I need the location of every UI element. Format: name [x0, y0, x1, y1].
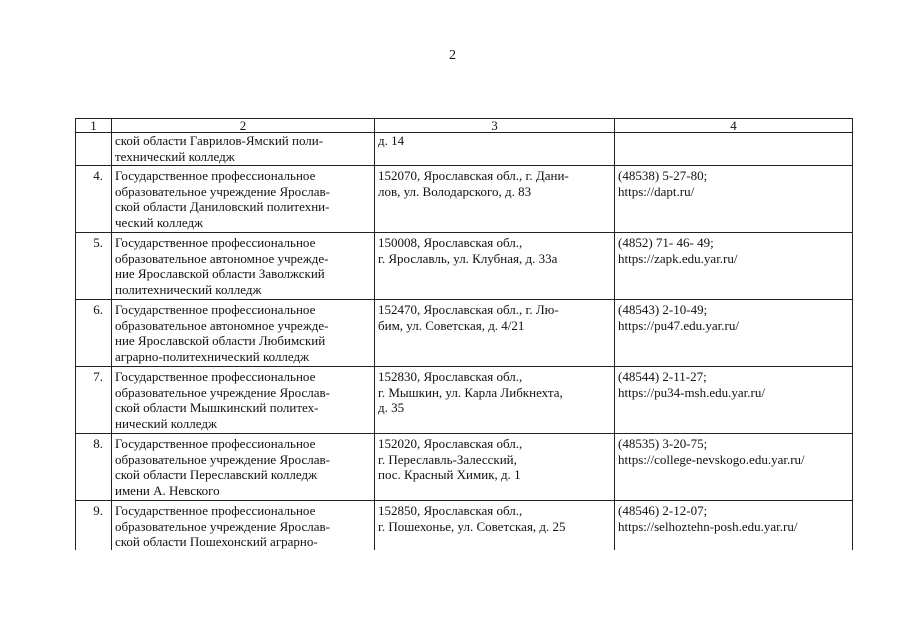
table-header-row: [76, 119, 853, 133]
institution-name: Государственное профессиональное образовательное учреждение Ярослав- ской области Переславский колледж имени А. Невского: [112, 434, 375, 501]
table-row: [76, 367, 853, 434]
row-number: 7.: [76, 367, 112, 434]
table-row: [76, 233, 853, 300]
row-number: 5.: [76, 233, 112, 300]
institution-contacts: (48544) 2-11-27; https://pu34-msh.edu.yar.ru/: [615, 367, 853, 434]
column-header-1: 1: [76, 119, 112, 133]
institution-contacts: [615, 133, 853, 166]
institution-address: 150008, Ярославская обл., г. Ярославль, ул. Клубная, д. 33а: [375, 233, 615, 300]
table-row: [76, 133, 853, 166]
institution-name: Государственное профессиональное образовательное автономное учрежде- ние Ярославской области Любимский аграрно-политехнический колледж: [112, 300, 375, 367]
column-header-2: 2: [112, 119, 375, 133]
institution-address: 152020, Ярославская обл., г. Переславль-Залесский, пос. Красный Химик, д. 1: [375, 434, 615, 501]
institution-address: д. 14: [375, 133, 615, 166]
institution-contacts: (48546) 2-12-07; https://selhoztehn-posh.edu.yar.ru/: [615, 501, 853, 550]
table-row: [76, 434, 853, 501]
institution-address: 152850, Ярославская обл., г. Пошехонье, ул. Советская, д. 25: [375, 501, 615, 550]
institution-address: 152470, Ярославская обл., г. Лю- бим, ул. Советская, д. 4/21: [375, 300, 615, 367]
page-number: 2: [449, 48, 456, 63]
institution-name: Государственное профессиональное образовательное учреждение Ярослав- ской области Мышкинский политех- нический колледж: [112, 367, 375, 434]
institution-name: Государственное профессиональное образовательное автономное учрежде- ние Ярославской области Заволжский политехнический колледж: [112, 233, 375, 300]
institution-contacts: (48543) 2-10-49; https://pu47.edu.yar.ru/: [615, 300, 853, 367]
column-header-3: 3: [375, 119, 615, 133]
row-number: 8.: [76, 434, 112, 501]
institution-name: Государственное профессиональное образовательное учреждение Ярослав- ской области Даниловский политехни- ческий колледж: [112, 166, 375, 233]
row-number: [76, 133, 112, 166]
institution-contacts: (4852) 71- 46- 49; https://zapk.edu.yar.ru/: [615, 233, 853, 300]
row-number: 9.: [76, 501, 112, 550]
institution-name: ской области Гаврилов-Ямский поли- технический колледж: [112, 133, 375, 166]
table-row: [76, 166, 853, 233]
row-number: 4.: [76, 166, 112, 233]
table-row: [76, 300, 853, 367]
institutions-table: [75, 118, 853, 550]
row-number: 6.: [76, 300, 112, 367]
institution-contacts: (48535) 3-20-75; https://college-nevskogo.edu.yar.ru/: [615, 434, 853, 501]
institution-address: 152070, Ярославская обл., г. Дани- лов, ул. Володарского, д. 83: [375, 166, 615, 233]
institution-contacts: (48538) 5-27-80; https://dapt.ru/: [615, 166, 853, 233]
institution-address: 152830, Ярославская обл., г. Мышкин, ул. Карла Либкнехта, д. 35: [375, 367, 615, 434]
table-row: [76, 501, 853, 550]
institution-name: Государственное профессиональное образовательное учреждение Ярослав- ской области Пошехонский аграрно-: [112, 501, 375, 550]
column-header-4: 4: [615, 119, 853, 133]
